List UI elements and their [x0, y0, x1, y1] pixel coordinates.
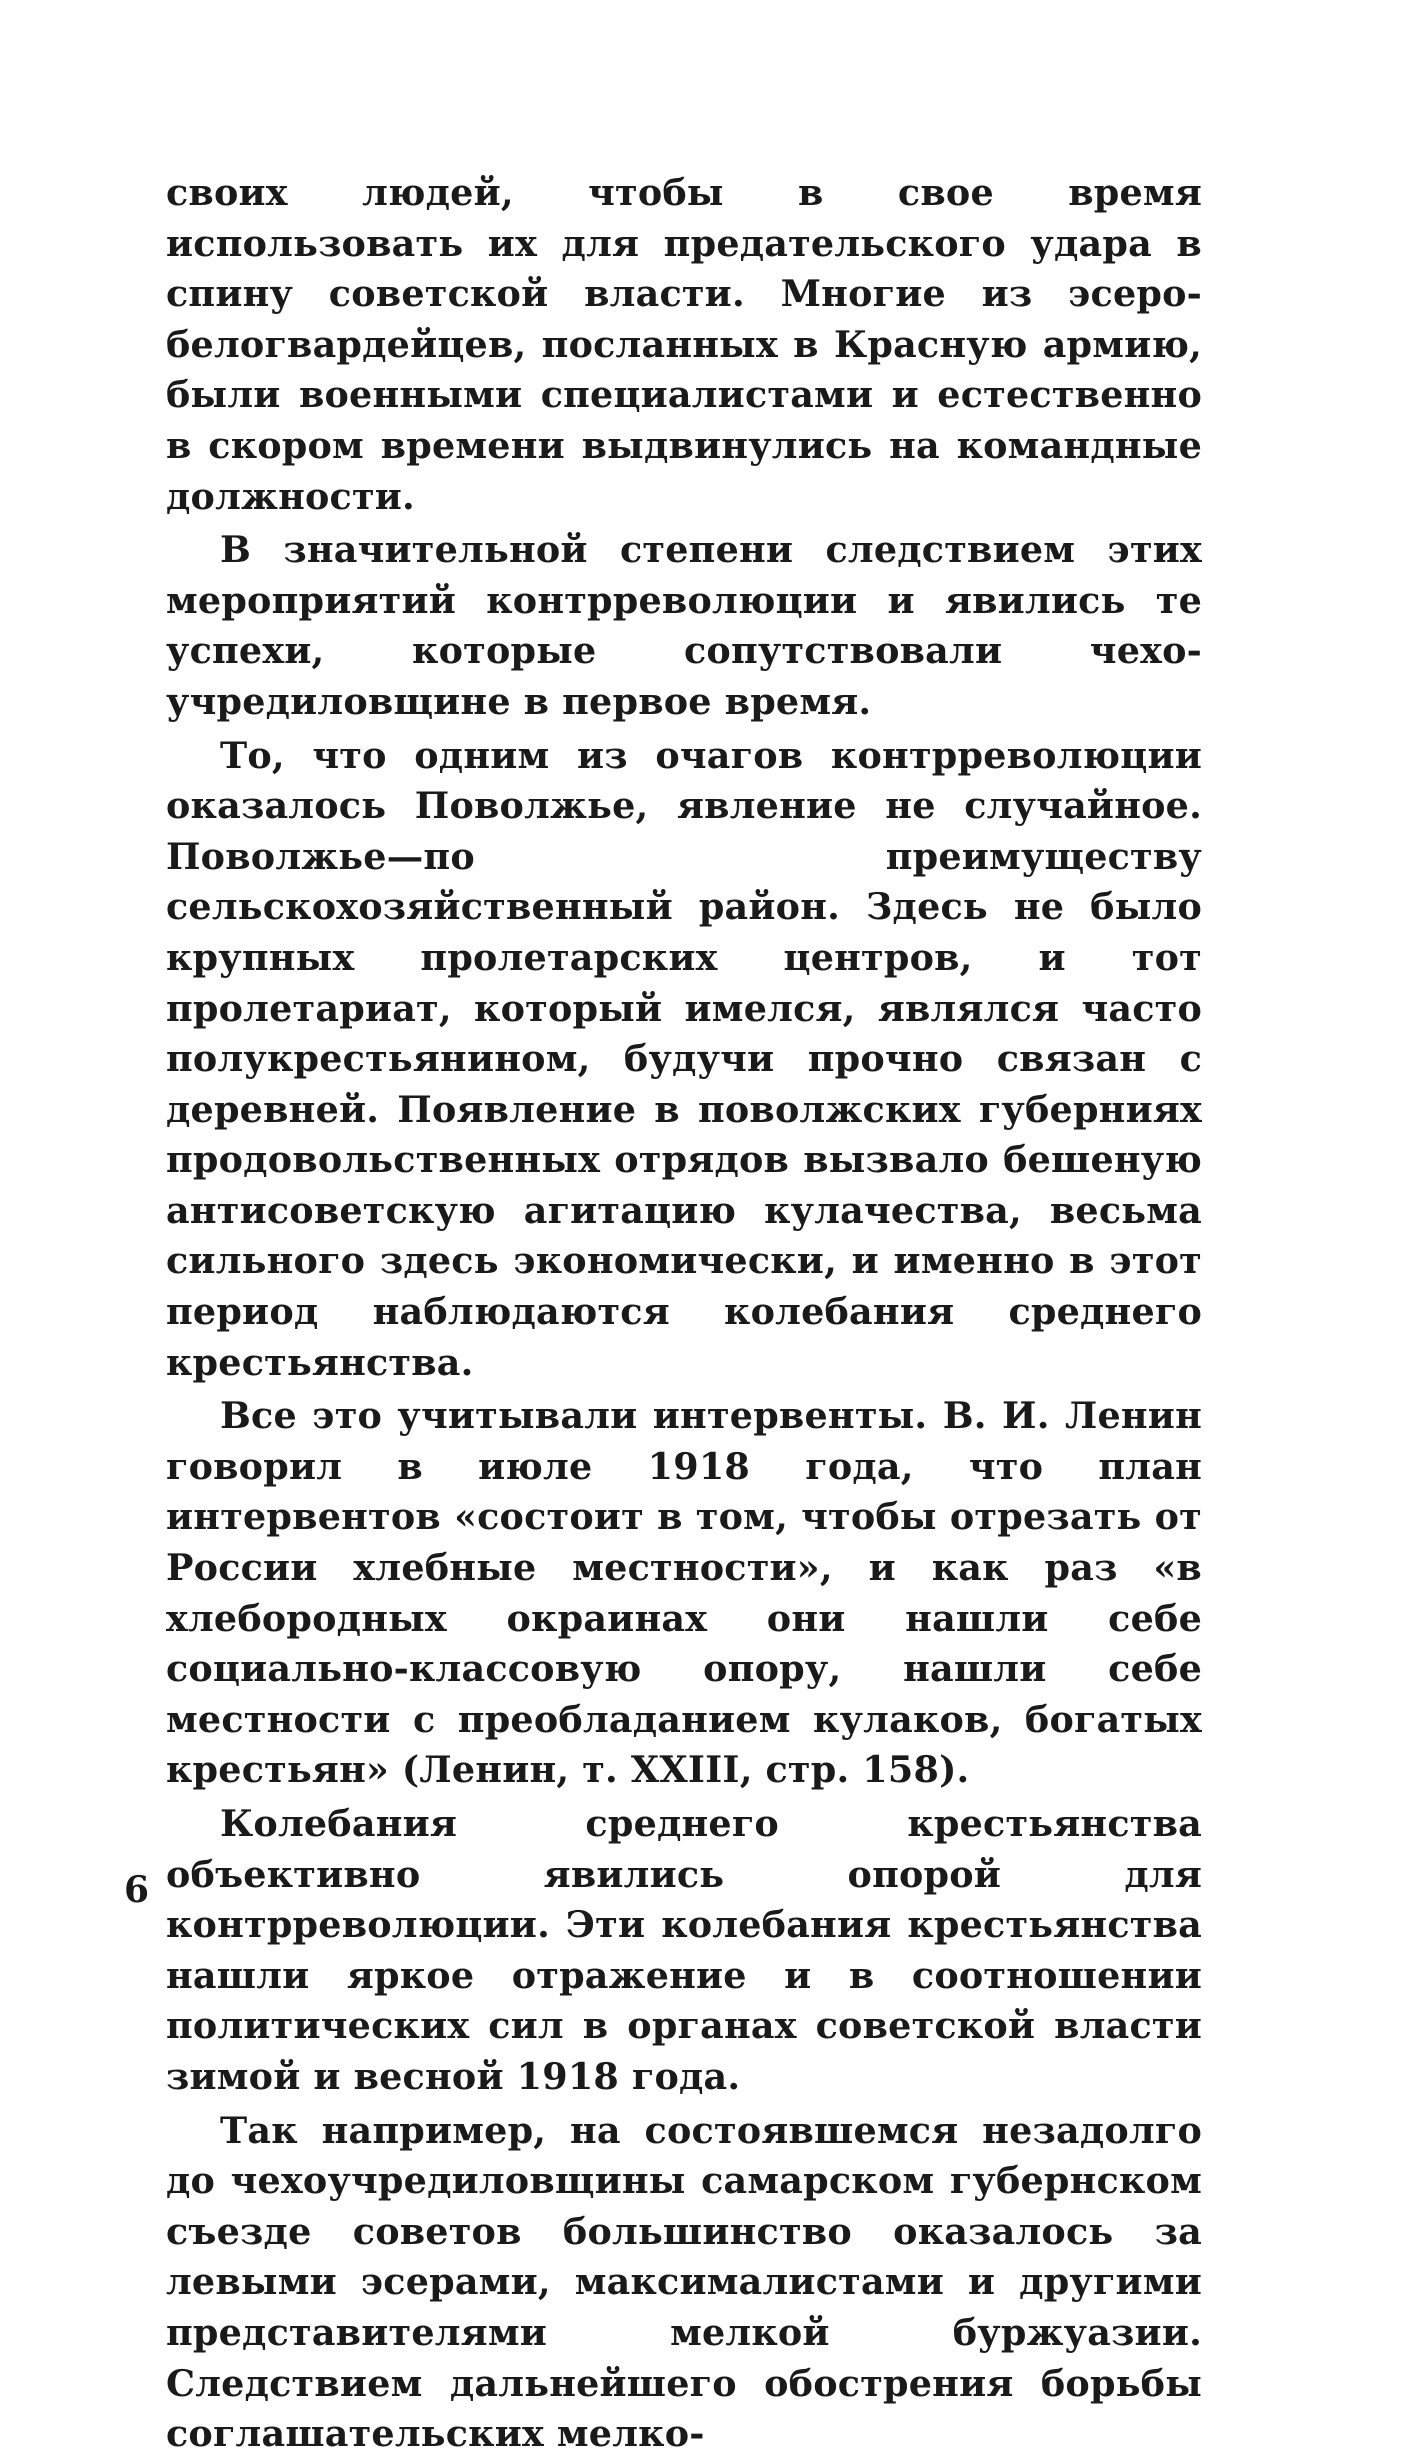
paragraph: Так например, на состоявшемся незадолго до чехоучредиловщины самарском губернском съезде советов большинство оказалось за левыми эсерами, максималистами и другими представителями мелкой буржуазии. Следствием дальнейшего обострения борьбы соглашательских мелко- — [166, 2108, 1202, 2456]
body-text — [166, 168, 1202, 2463]
page-number: 6 — [124, 1869, 150, 1911]
paragraph: Колебания среднего крестьянства объективно явились опорой для контрреволюции. Эти колебания крестьянства нашли яркое отражение и в соотношении политических сил в органах советской власти зимой и весной 1918 года. — [166, 1802, 1202, 2098]
paragraph: В значительной степени следствием этих мероприятий контрреволюции и явились те успехи, которые сопутствовали чехо-учредиловщине в первое время. — [166, 528, 1202, 723]
paragraph: То, что одним из очагов контрреволюции оказалось Поволжье, явление не случайное. Поволжье—по преимуществу сельскохозяйственный район. Здесь не было крупных пролетарских центров, и тот пролетариат, который имелся, являлся часто полукрестьянином, будучи прочно связан с деревней. Появление в поволжских губерниях продовольственных отрядов вызвало бешеную антисоветскую агитацию кулачества, весьма сильного здесь экономически, и именно в этот период наблюдаются колебания среднего крестьянства. — [166, 733, 1202, 1384]
paragraph: Все это учитывали интервенты. В. И. Ленин говорил в июле 1918 года, что план интервентов «состоит в том, чтобы отрезать от России хлебные местности», и как раз «в хлебородных окраинах они нашли себе социально-классовую опору, нашли себе местности с преобладанием кулаков, богатых крестьян» (Ленин, т. XXIII, стр. 158). — [166, 1394, 1202, 1792]
paragraph-continuation: своих людей, чтобы в свое время использовать их для предательского удара в спину советской власти. Многие из эсеро-белогвардейцев, посланных в Красную армию, были военными специалистами и естественно в скором времени выдвинулись на командные должности. — [166, 171, 1202, 518]
